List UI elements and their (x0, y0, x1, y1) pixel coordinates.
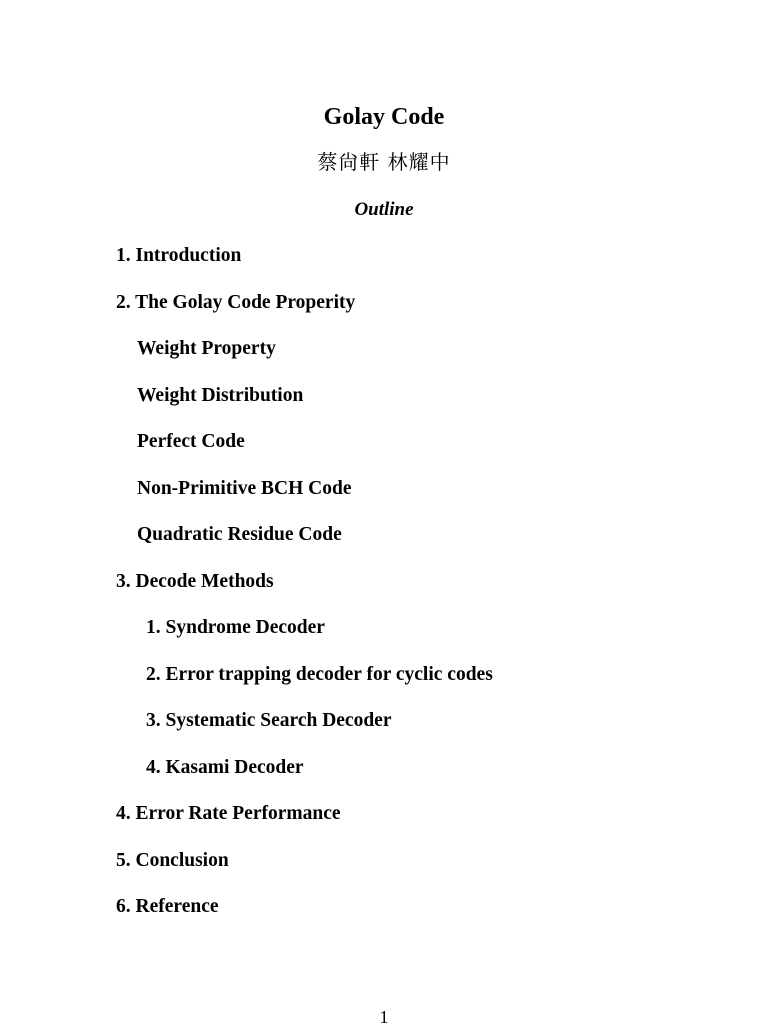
outline-item: 4. Kasami Decoder (146, 757, 304, 778)
outline-item: 2. Error trapping decoder for cyclic codes (146, 664, 493, 685)
outline-item: 4. Error Rate Performance (116, 803, 341, 824)
outline-item: Quadratic Residue Code (137, 524, 342, 545)
author-names: 蔡尙軒 林耀中 (317, 150, 451, 174)
outline-item: Perfect Code (137, 431, 245, 452)
outline-item: Weight Property (137, 338, 276, 359)
outline-item: 2. The Golay Code Properity (116, 292, 356, 313)
outline-item: 1. Introduction (116, 245, 242, 266)
outline-item: Weight Distribution (137, 385, 304, 406)
outline-item: 6. Reference (116, 896, 219, 917)
outline-item: 5. Conclusion (116, 850, 229, 871)
document-title: Golay Code (323, 104, 445, 130)
outline-item: 3. Systematic Search Decoder (146, 710, 392, 731)
outline-item: 1. Syndrome Decoder (146, 617, 325, 638)
outline-heading: Outline (354, 199, 414, 220)
outline-item: 3. Decode Methods (116, 571, 274, 592)
page-number: 1 (379, 1007, 389, 1027)
outline-item: Non-Primitive BCH Code (137, 478, 352, 499)
